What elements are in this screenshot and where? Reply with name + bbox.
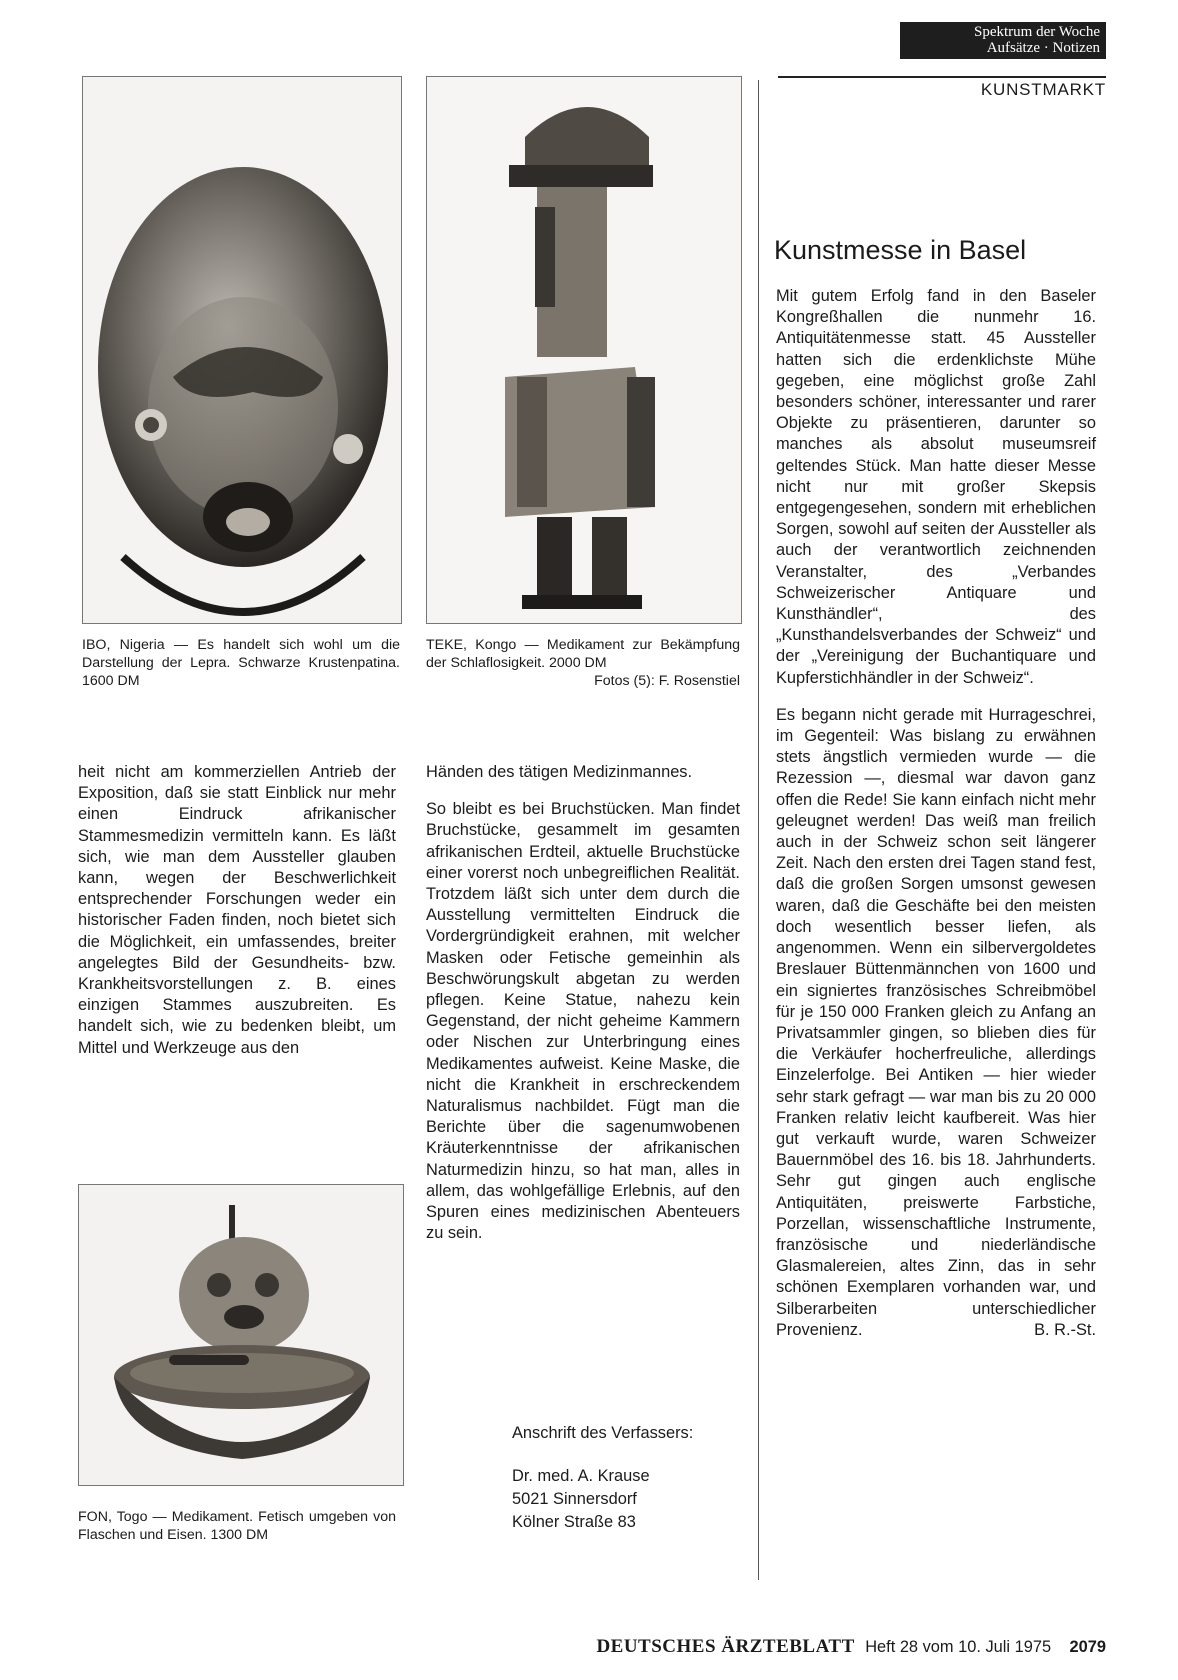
column-divider [758,80,759,1580]
address-name: Dr. med. A. Krause [512,1467,650,1485]
section-label: KUNSTMARKT [980,80,1106,99]
badge-line-2: Aufsätze · Notizen [986,40,1100,56]
photo-fon-fetish [78,1184,404,1486]
article-paragraph-1: Mit gutem Erfolg fand in den Baseler Kongreßhallen die nunmehr 16. Antiquitätenmesse statt. 45 Aussteller hatten sich die erdenklichste Mühe gegeben, eine möglichst große Zahl besonders schöner, interessanter und rarer Objekte zu präsentieren, darunter so manches als absolut museumsreif geltendes Stück. Man hatte dieser Messe nicht nur mit großer Skepsis entgegengesehen, sondern mit erheblichen Sorgen, sowohl auf seiten der Aussteller als auch der verantwortlich zeichnenden Veranstalter, des „Verbandes Schweizerischer Antiquare und Kunsthändler“, des „Kunsthandelsverbandes der Schweiz“ und der „Vereinigung der Buchantiquare und Kupferstichhändler in der Schweiz“. [776,287,1096,687]
address-street: Kölner Straße 83 [512,1513,636,1531]
ibo-mask-image [83,77,401,623]
col2-paragraph-2: So bleibt es bei Bruchstücken. Man findet Bruchstücke, gesammelt im gesamten afrikanischen Erdteil, aktuelle Bruchstücke einer vorerst noch unbegreiflichen Realität. Trotzdem läßt sich unter dem durch die Ausstellung vermittelten Eindruck die Vordergründigkeit erahnen, mit welcher Masken oder Fetische gemeinhin als Beschwörungskult abgetan zu werden pflegen. Keine Statue, nahezu kein Gegenstand, der nicht geheime Kammern oder Nischen zur Unterbringung eines Medikamentes aufweist. Keine Maske, die nicht die Krankheit in erschreckendem Naturalismus nachbildet. Fügt man die Berichte über die sagenumwobenen Kräuterkenntnisse der afrikanischen Naturmedizin hinzu, so hat man, alles in allem, das wohlgefällige Erlebnis, auf den Spuren eines medizinischen Abenteuers zu sein. [426,800,740,1243]
col1-paragraph-1: heit nicht am kommerziellen Antrieb der Exposition, daß sie statt Einblick nur mehr einen Eindruck afrikanischer Stammesmedizin vermitteln kann. Es läßt sich, wie man dem Aussteller glauben kann, wegen der Beschwerlichkeit entsprechender Forschungen weder ein historischer Faden finden, noch bietet sich die Möglichkeit, ein umfassendes, breiter angelegtes Bild der Gesundheits- bzw. Krankheitsvorstellungen z. B. eines einzigen Stammes auszubreiten. Es handelt sich, wie zu bedenken bleibt, um Mittel und Werkzeuge aus den [78,763,396,1057]
column-1-text [78,762,396,1075]
photo-teke-statue [426,76,742,624]
col2-paragraph-1: Händen des tätigen Medizinmannes. [426,763,693,781]
address-label: Anschrift des Verfassers: [512,1424,694,1442]
footer-issue: Heft 28 vom 10. Juli 1975 [865,1638,1052,1656]
photo-credit: Fotos (5): F. Rosenstiel [594,673,740,689]
article-author: B. R.-St. [1034,1320,1096,1339]
caption-teke: TEKE, Kongo — Medikament zur Bekämpfung der Schlaflosigkeit. 2000 DM [426,637,740,671]
photo-ibo-mask [82,76,402,624]
caption-ibo: IBO, Nigeria — Es handelt sich wohl um die Darstellung der Lepra. Schwarze Krustenpatina. 1600 DM [82,637,400,689]
fon-fetish-image [79,1185,403,1485]
footer-page-number: 2079 [1069,1638,1106,1656]
article-paragraph-2 [776,705,1096,1341]
caption-fon: FON, Togo — Medikament. Fetisch umgeben von Flaschen und Eisen. 1300 DM [78,1509,396,1543]
section-badge [900,22,1106,59]
footer [476,1636,1106,1658]
article-body [776,286,1096,1341]
column-2-text [426,762,740,1260]
header-rule [778,76,1106,78]
article-title: Kunstmesse in Basel [774,235,1027,265]
badge-line-1: Spektrum der Woche [974,24,1100,40]
author-address [512,1422,752,1534]
teke-statue-image [427,77,741,623]
article-paragraph-2-text: Es begann nicht gerade mit Hurrageschrei, im Gegenteil: Was bislang zu erwähnen stets ängstlich vermieden wurde — die Rezession —, diesmal war davon ganz offen die Rede! Sie kann einfach nicht mehr geleugnet werden! Das weiß man freilich auch in der Schweiz schon seit längerer Zeit. Nach den ersten drei Tagen stand fest, daß die großen Sorgen umsonst gewesen waren, daß die Geschäfte bei den meisten doch wesentlich besser liefen, als angenommen. Wenn ein silbervergoldetes Breslauer Büttenmännchen von 1600 und ein signiertes französisches Schreibmöbel für je 150 000 Franken gleich zu Anfang an Privatsammler gingen, so blieben dies für die Verkäufer hocherfreuliche, allerdings Einzelerfolge. Bei Antiken — hier wieder sehr stark gefragt — war man bis zu 20 000 Franken relativ leicht kaufbereit. Was hier gut verkauft wurde, waren Schweizer Bauernmöbel des 16. bis 18. Jahrhunderts. Sehr gut gingen auch englische Antiquitäten, preiswerte Farbstiche, Porzellan, wissenschaftliche Instrumente, französische und niederländische Glasmalereien, altes Zinn, das in sehr schönen Exemplaren vorhanden war, und Silberarbeiten unterschiedlicher Provenienz. [776,705,1096,1339]
footer-journal: DEUTSCHES ÄRZTEBLATT [596,1636,855,1657]
address-city: 5021 Sinnersdorf [512,1490,637,1508]
